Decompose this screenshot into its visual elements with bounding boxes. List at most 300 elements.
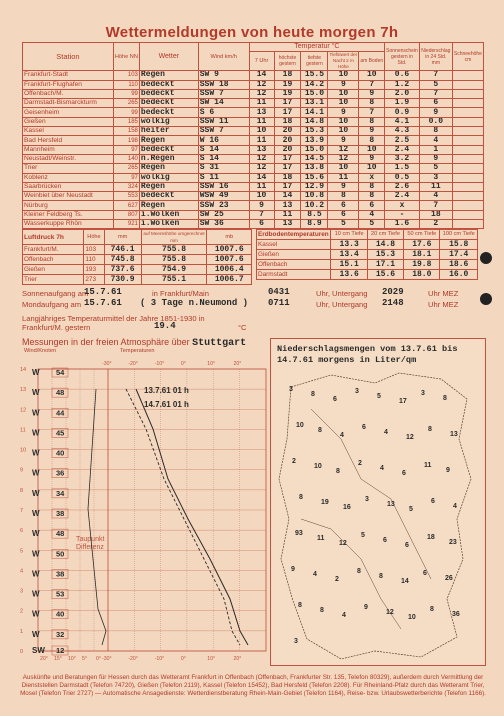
cell-station: Mannheim [23, 145, 114, 154]
wind-direction: W [32, 448, 40, 458]
cell-t7: 11 [249, 117, 274, 126]
wind-speed: 36 [56, 468, 65, 478]
sunset-time: 2029 [382, 287, 404, 297]
sounding-station: Stuttgart [192, 338, 247, 349]
header-snow: Schneehöhe cm [452, 43, 483, 71]
temperature-label: Temperaturen [120, 348, 155, 354]
wind-direction: SW [32, 646, 45, 655]
cell-tground: 7 [359, 108, 385, 117]
top-tick-label: 20° [233, 361, 242, 367]
cell-nn: 193 [84, 265, 104, 275]
rain-value: 10 [296, 422, 304, 429]
cell-tnight: 11 [328, 173, 359, 182]
cell-c50: 19.8 [404, 260, 440, 270]
cell-sun: 3.2 [385, 154, 420, 163]
cell-nn: 273 [84, 275, 104, 285]
cell-tnight: 10 [328, 89, 359, 98]
cell-rain: 6 [419, 99, 452, 108]
cell-t7: 12 [249, 164, 274, 173]
cell-snow [452, 192, 483, 201]
cell-t7: 11 [249, 99, 274, 108]
sun-mez: Uhr MEZ [428, 289, 459, 298]
timestamp-1: 13.7.61 01 h [144, 386, 189, 395]
cell-rain: 8 [419, 127, 452, 136]
cell-snow [452, 117, 483, 126]
cell-sun: 0.6 [385, 71, 420, 80]
cell-wind: SW 9 [198, 71, 249, 80]
cell-mb: 1006.4 [207, 265, 252, 275]
rain-value: 13 [450, 431, 458, 438]
cell-wind: SSW 16 [198, 182, 249, 191]
soil-header-10: 10 cm Tiefe [331, 230, 367, 240]
cell-tmin: 14.8 [301, 117, 328, 126]
rain-value: 4 [342, 612, 346, 619]
pressure-header-mb: mb [207, 230, 252, 245]
cell-tmin: 15.0 [301, 89, 328, 98]
cell-tground: 10 [359, 71, 385, 80]
height-tick-label: 14 [20, 367, 27, 373]
height-tick-label: 6 [20, 528, 24, 535]
cell-station: Frankfurt-Stadt [23, 71, 114, 80]
cell-t7: 13 [249, 108, 274, 117]
cell-mm: 746.1 [104, 245, 141, 255]
table-row [23, 89, 484, 98]
sunrise-date: 15.7.61 [84, 287, 122, 297]
cell-weather: bedeckt [139, 192, 198, 201]
cell-sun: 0.5 [385, 173, 420, 182]
wind-direction: W [32, 549, 40, 559]
cell-sun: 2.6 [385, 182, 420, 191]
differenz-label: Differenz [76, 544, 104, 551]
sunrise-place: in Frankfurt/Main [152, 289, 209, 298]
cell-t7: 7 [249, 210, 274, 219]
bottom-tick-label: 15° [54, 656, 62, 662]
cell-tground: x [359, 173, 385, 182]
soil-header-50: 50 cm Tiefe [404, 230, 440, 240]
cell-tground: 8 [359, 182, 385, 191]
cell-station: Saarbrücken [23, 182, 114, 191]
cell-wind: S 14 [198, 154, 249, 163]
punch-hole [480, 252, 492, 264]
cell-tmax: 18 [274, 173, 301, 182]
pressure-table-body [23, 245, 252, 285]
cell-tnight: 5 [328, 220, 359, 229]
bottom-tick-label: 20° [40, 656, 48, 662]
moonset-time: 2148 [382, 298, 404, 308]
cell-tnight: 9 [328, 182, 359, 191]
height-tick-label: 11 [20, 427, 26, 434]
cell-wind: S 11 [198, 173, 249, 182]
rain-value: 36 [452, 611, 460, 618]
cell-snow [452, 210, 483, 219]
bottom-tick-label: -10° [154, 656, 165, 662]
cell-tground: 8 [359, 99, 385, 108]
table-row [23, 154, 484, 163]
wind-entry [32, 509, 68, 518]
sunset-label: Uhr, Untergang [316, 289, 368, 298]
height-tick-label: 3 [20, 588, 24, 595]
rain-value: 8 [318, 427, 322, 434]
cell-tmin: 13.1 [301, 99, 328, 108]
rain-value: 6 [402, 470, 406, 477]
wind-entry [32, 469, 68, 478]
rain-value: 11 [317, 535, 325, 542]
cell-sun: 1.2 [385, 80, 420, 89]
cell-sun: 1.5 [385, 164, 420, 173]
header-weather: Wetter [139, 43, 198, 71]
cell-nn: 103 [113, 71, 139, 80]
cell-rain: 5 [419, 164, 452, 173]
cell-snow [452, 201, 483, 210]
cell-station: Nürburg [23, 201, 114, 210]
table-row [257, 270, 478, 280]
temperature-profile-1 [136, 389, 248, 645]
cell-tmax: 20 [274, 136, 301, 145]
rain-value: 12 [406, 434, 414, 441]
cell-c10: 13.3 [331, 240, 367, 250]
height-tick-label: 0 [20, 649, 24, 655]
rain-value: 13 [387, 501, 395, 508]
cell-station: Geisenheim [23, 108, 114, 117]
wind-direction: W [32, 388, 40, 398]
cell-wind: S 31 [198, 164, 249, 173]
wind-direction: W [32, 609, 40, 619]
rain-map [271, 369, 485, 663]
moon-note: ( 3 Tage n.Neumond ) [140, 298, 249, 308]
cell-sun: - [385, 210, 420, 219]
cell-mb: 1006.7 [207, 275, 252, 285]
rain-value: 6 [423, 570, 427, 577]
table-row [23, 192, 484, 201]
table-row [23, 220, 484, 229]
cell-station: Koblenz [23, 173, 114, 182]
cell-tground: 8 [359, 117, 385, 126]
rain-value: 5 [409, 506, 413, 513]
moonrise-label: Mondaufgang am [22, 300, 82, 309]
cell-tnight: 6 [328, 210, 359, 219]
rain-value: 5 [377, 393, 381, 400]
cell-tnight: 10 [328, 127, 359, 136]
table-row [23, 255, 252, 265]
cell-tmin: 13.8 [301, 164, 328, 173]
cell-weather: wolkig [139, 173, 198, 182]
cell-weather: i.Wolken [139, 220, 198, 229]
cell-snow [452, 80, 483, 89]
wind-speed: 40 [56, 609, 65, 619]
cell-wind: S 6 [198, 108, 249, 117]
timestamp-2: 14.7.61 01 h [144, 400, 189, 409]
cell-tnight: 9 [328, 80, 359, 89]
wind-entry [32, 569, 68, 578]
wind-speed: 40 [56, 448, 65, 458]
table-row [23, 173, 484, 182]
cell-weather: Regen [139, 164, 198, 173]
wind-entry [32, 549, 68, 558]
rain-value: 4 [380, 465, 384, 472]
rain-value: 8 [299, 494, 303, 501]
cell-snow [452, 220, 483, 229]
rain-value: 2 [335, 576, 339, 583]
wind-speed: 38 [56, 509, 65, 518]
header-rain: Niederschlag in 24 Std. mm [419, 43, 452, 71]
cell-nn: 110 [113, 80, 139, 89]
cell-c20: 17.1 [367, 260, 403, 270]
header-tground: am Boden [359, 52, 385, 71]
cell-tmin: 15.3 [301, 127, 328, 136]
cell-tground: 8 [359, 192, 385, 201]
longterm-label-2: Frankfurt/M. gestern [22, 323, 91, 332]
cell-tmax: 17 [274, 164, 301, 173]
wind-direction: W [32, 589, 40, 599]
wind-entry [32, 646, 68, 655]
cell-t7: 10 [249, 127, 274, 136]
cell-sea: 755.1 [141, 275, 207, 285]
cell-t7: 11 [249, 182, 274, 191]
cell-rain: 5 [419, 80, 452, 89]
header-tmax: höchste gestern [274, 52, 301, 71]
cell-snow [452, 173, 483, 182]
soil-table [256, 229, 478, 280]
cell-nn: 97 [113, 173, 139, 182]
sounding-chart [18, 355, 268, 663]
footer-info: Auskünfte und Beratungen für Hessen durch das Wetteramt Frankfurt in Offenbach (Offenbach, Frankfurter Str. 135, Telefon 80329), außerdem durch Vermittlung der Dienststellen Darmstadt (Telefon 74720), Gießen (Telefon 2119), Kassel (Telefon 15452), Bad Hersfeld (Telefon 2208). Für Rheinland-Pfalz durch das Wetteramt Trier, Mosel (Telefon Trier 2727) — Automatische Ansagedienste: Wetterdienstberatung Rhein-Main-Gebiet (Telefon 1164), Reise- bzw. Urlaubswetterberichte (Telefon 1166). [20, 674, 486, 698]
cell-station: Offenbach [257, 260, 331, 270]
cell-mm: 737.6 [104, 265, 141, 275]
cell-tground: 6 [359, 201, 385, 210]
rain-value: 23 [449, 539, 457, 546]
table-row [23, 201, 484, 210]
cell-tnight: 12 [328, 154, 359, 163]
cell-rain: 1 [419, 145, 452, 154]
rain-value: 8 [430, 606, 434, 613]
rain-map-heading: Niederschlagsmengen vom 13.7.61 bis 14.7.61 morgens in Liter/qm [277, 344, 458, 365]
top-tick-label: 0° [180, 361, 186, 367]
rain-value: 10 [314, 463, 322, 470]
height-tick-label: 1 [20, 628, 24, 635]
cell-sea: 754.9 [141, 265, 207, 275]
wind-entry [32, 529, 68, 538]
cell-c100: 15.8 [440, 240, 478, 250]
cell-tmax: 13 [274, 220, 301, 229]
cell-nn: 103 [84, 245, 104, 255]
cell-weather: i.Wolken [139, 210, 198, 219]
cell-tnight: 10 [328, 99, 359, 108]
cell-sun: 4.1 [385, 117, 420, 126]
cell-tmin: 15.5 [301, 71, 328, 80]
page-title: Wettermeldungen von heute morgen 7h [105, 24, 399, 41]
cell-wind: W 16 [198, 136, 249, 145]
wind-direction: W [32, 468, 40, 478]
cell-station: Weinbiet über Neustadt [23, 192, 114, 201]
cell-snow [452, 127, 483, 136]
cell-tnight: 8 [328, 192, 359, 201]
cell-t7: 12 [249, 80, 274, 89]
soil-header-label: Erdbodentemperaturen [257, 230, 331, 240]
wind-entry [32, 630, 68, 639]
cell-sun: 2.0 [385, 89, 420, 98]
cell-rain: 4 [419, 136, 452, 145]
rain-value: 8 [298, 602, 302, 609]
cell-tmin: 8.5 [301, 210, 328, 219]
cell-snow [452, 145, 483, 154]
cell-snow [452, 154, 483, 163]
rain-value: 4 [340, 432, 344, 439]
rain-value: 6 [333, 396, 337, 403]
height-tick-label: 10 [20, 447, 27, 454]
rain-value: 2 [292, 458, 296, 465]
rain-value: 8 [379, 573, 383, 580]
cell-t7: 12 [249, 89, 274, 98]
cell-sea: 755.8 [141, 245, 207, 255]
cell-nn: 324 [113, 182, 139, 191]
wind-direction: W [32, 428, 40, 438]
cell-tmin: 14.1 [301, 108, 328, 117]
rain-value: 8 [311, 391, 315, 398]
cell-wind: SW 25 [198, 210, 249, 219]
cell-weather: Regen [139, 201, 198, 210]
soil-header-100: 100 cm Tiefe [440, 230, 478, 240]
rain-value: 6 [431, 498, 435, 505]
rain-value: 18 [427, 534, 435, 541]
table-row [23, 210, 484, 219]
cell-station: Trier [23, 275, 84, 285]
table-row [23, 245, 252, 255]
cell-wind: SSW 7 [198, 127, 249, 136]
header-tnight: Tiefstwert der Nacht 2 m Höhe [329, 52, 358, 70]
cell-tmin: 13.9 [301, 136, 328, 145]
pressure-table [22, 229, 252, 285]
cell-snow [452, 99, 483, 108]
cell-mm: 730.9 [104, 275, 141, 285]
longterm-unit: °C [238, 323, 247, 332]
cell-t7: 12 [249, 154, 274, 163]
table-row [23, 164, 484, 173]
wind-speed: 34 [56, 488, 65, 498]
cell-tmax: 17 [274, 182, 301, 191]
cell-wind: SW 14 [198, 99, 249, 108]
cell-t7: 14 [249, 173, 274, 182]
soil-table-body [257, 240, 478, 280]
cell-tground: 4 [359, 210, 385, 219]
cell-c100: 17.4 [440, 250, 478, 260]
cell-station: Darmstadt [257, 270, 331, 280]
cell-tmin: 15.6 [301, 173, 328, 182]
cell-rain: 7 [419, 89, 452, 98]
table-row [257, 240, 478, 250]
cell-tmax: 13 [274, 201, 301, 210]
wind-direction: W [32, 509, 40, 518]
cell-c20: 15.6 [367, 270, 403, 280]
cell-mb: 1007.6 [207, 245, 252, 255]
rain-value: 93 [295, 530, 303, 537]
rain-value: 3 [289, 386, 293, 393]
cell-c100: 18.6 [440, 260, 478, 270]
cell-c20: 14.8 [367, 240, 403, 250]
cell-station: Gießen [257, 250, 331, 260]
wind-entry [32, 489, 68, 498]
height-tick-label: 13 [20, 387, 27, 394]
cell-sun: 2.4 [385, 192, 420, 201]
cell-rain: 11 [419, 182, 452, 191]
moonrise-time: 0711 [268, 298, 290, 308]
cell-tmax: 20 [274, 145, 301, 154]
height-tick-label: 5 [20, 548, 24, 555]
wind-speed: 50 [56, 549, 65, 559]
cell-nn: 158 [113, 127, 139, 136]
cell-weather: Regen [139, 71, 198, 80]
cell-rain: 0.0 [419, 117, 452, 126]
height-tick-label: 8 [20, 487, 24, 494]
rain-value: 6 [383, 537, 387, 544]
rain-value: 4 [384, 429, 388, 436]
wind-entry [32, 428, 68, 437]
table-row [257, 250, 478, 260]
cell-wind: SW 36 [198, 220, 249, 229]
bottom-tick-label: -30° [102, 656, 112, 662]
rain-value: 12 [339, 540, 347, 547]
cell-station: Offenbach [23, 255, 84, 265]
rain-value: 14 [401, 578, 409, 585]
cell-t7: 13 [249, 145, 274, 154]
cell-station: Frankfurt-Flughafen [23, 80, 114, 89]
wind-entry [32, 590, 68, 599]
cell-rain: 3 [419, 173, 452, 182]
rain-value: 10 [408, 614, 416, 621]
table-row [23, 182, 484, 191]
cell-c100: 16.0 [440, 270, 478, 280]
wind-entry [32, 610, 68, 619]
cell-station: Bad Hersfeld [23, 136, 114, 145]
wind-direction: W [32, 629, 40, 639]
table-row [23, 265, 252, 275]
cell-station: Offenbach/M. [23, 89, 114, 98]
cell-station: Trier [23, 164, 114, 173]
height-tick-label: 12 [20, 407, 27, 414]
cell-tmax: 17 [274, 154, 301, 163]
sunrise-time: 0431 [268, 287, 290, 297]
longterm-label: Langjähriges Temperaturmittel der Jahre 1851-1930 in [22, 314, 205, 323]
cell-snow [452, 182, 483, 191]
cell-wind: SSW 11 [198, 117, 249, 126]
wind-direction: W [32, 569, 40, 579]
rain-value: 19 [321, 499, 329, 506]
cell-wind: SSW 23 [198, 201, 249, 210]
cell-tground: 9 [359, 127, 385, 136]
cell-tmin: 10.2 [301, 201, 328, 210]
cell-sun: x [385, 201, 420, 210]
bottom-tick-label: 20° [233, 656, 242, 662]
cell-tmax: 17 [274, 99, 301, 108]
cell-tground: 10 [359, 145, 385, 154]
cell-weather: heiter [139, 127, 198, 136]
sunrise-label: Sonnenaufgang am [22, 289, 89, 298]
wind-speed: 48 [56, 388, 65, 398]
cell-t7: 10 [249, 192, 274, 201]
cell-wind: SSW 18 [198, 80, 249, 89]
cell-tmax: 20 [274, 127, 301, 136]
cell-nn: 553 [113, 192, 139, 201]
region-border [279, 373, 471, 659]
table-row [23, 136, 484, 145]
cell-tmin: 12.9 [301, 182, 328, 191]
dewpoint-profile [88, 389, 106, 645]
table-row [23, 71, 484, 80]
cell-rain: 9 [419, 108, 452, 117]
cell-sun: 4.3 [385, 127, 420, 136]
pressure-header-label: Luftdruck 7h [23, 230, 84, 245]
cell-tnight: 12 [328, 145, 359, 154]
height-tick-label: 4 [20, 568, 24, 575]
